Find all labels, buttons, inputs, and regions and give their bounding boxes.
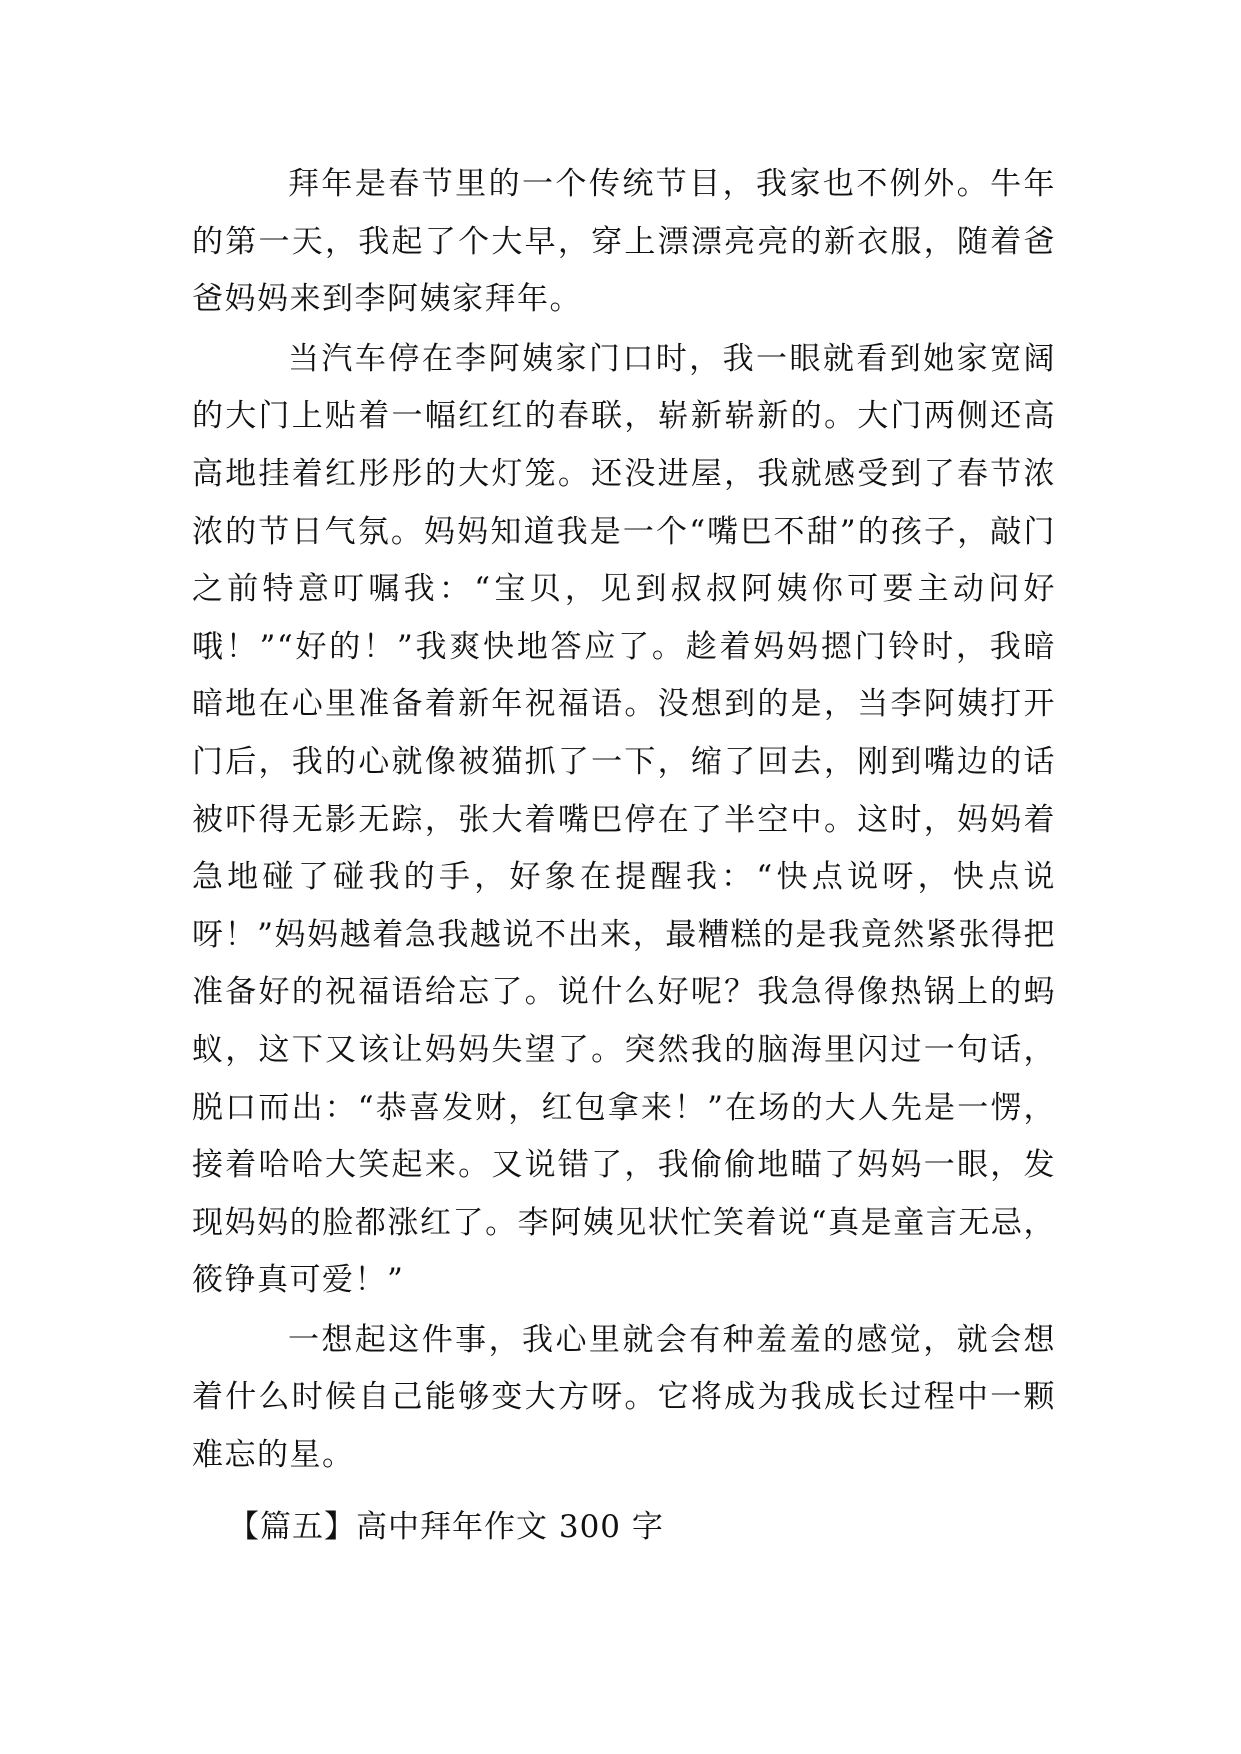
section-heading: 【篇五】高中拜年作文 300 字 (228, 1509, 664, 1545)
paragraph-intro: 拜年是春节里的一个传统节目，我家也不例外。牛年的第一天，我起了个大早，穿上漂漂亮亮的新衣服，随着爸爸妈妈来到李阿姨家拜年。 (192, 166, 1056, 318)
paragraph-story: 当汽车停在李阿姨家门口时，我一眼就看到她家宽阔的大门上贴着一幅红红的春联，崭新崭新的。大门两侧还高高地挂着红彤彤的大灯笼。还没进屋，我就感受到了春节浓浓的节日气氛。妈妈知道我是一个“嘴巴不甜”的孩子，敲门之前特意叮嘱我：“宝贝，见到叔叔阿姨你可要主动问好哦！”“好的！”我爽快地答应了。趁着妈妈摁门铃时，我暗暗地在心里准备着新年祝福语。没想到的是，当李阿姨打开门后，我的心就像被猫抓了一下，缩了回去，刚到嘴边的话被吓得无影无踪，张大着嘴巴停在了半空中。这时，妈妈着急地碰了碰我的手，好象在提醒我：“快点说呀，快点说呀！”妈妈越着急我越说不出来，最糟糕的是我竟然紧张得把准备好的祝福语给忘了。说什么好呢？我急得像热锅上的蚂蚁，这下又该让妈妈失望了。突然我的脑海里闪过一句话，脱口而出：“恭喜发财，红包拿来！”在场的大人先是一愣，接着哈哈大笑起来。又说错了，我偷偷地瞄了妈妈一眼，发现妈妈的脸都涨红了。李阿姨见状忙笑着说“真是童言无忌，筱铮真可爱！” (192, 340, 1056, 1299)
document-body (192, 156, 1056, 1487)
paragraph-conclusion: 一想起这件事，我心里就会有种羞羞的感觉，就会想着什么时候自己能够变大方呀。它将成为我成长过程中一颗难忘的星。 (192, 1321, 1056, 1474)
